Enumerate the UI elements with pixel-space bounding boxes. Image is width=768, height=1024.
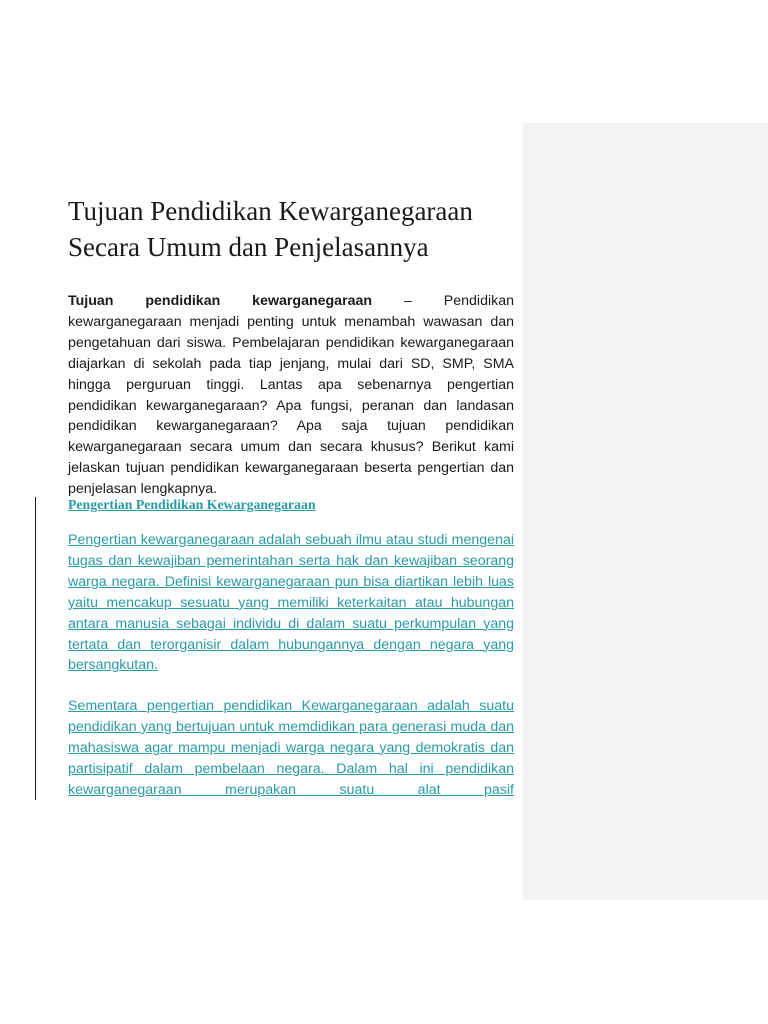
education-definition-paragraph-link[interactable]: Sementara pengertian pendidikan Kewarganegaraan adalah suatu pendidikan yang bertujuan untuk memdidikan para generasi muda dan mahasiswa agar mampu menjadi warga negara yang demokratis dan partisipatif dalam pembelaan negara. Dalam hal ini pendidikan kewarganegaraan merupakan suatu alat pasif: [68, 698, 514, 798]
document-title: Tujuan Pendidikan Kewarganegaraan Secara Umum dan Penjelasannya: [68, 196, 473, 262]
section-heading-link[interactable]: Pengertian Pendidikan Kewarganegaraan: [68, 497, 316, 512]
intro-body: – Pendidikan kewarganegaraan menjadi penting untuk menambah wawasan dan pengetahuan dari siswa. Pembelajaran pendidikan kewarganegaraan diajarkan di sekolah pada tiap jenjang, mulai dari SD, SMP, SMA hingga perguruan tinggi. Lantas apa sebenarnya pengertian pendidikan kewarganegaraan? Apa fungsi, peranan dan landasan pendidikan kewarganegaraan? Apa saja tujuan pendidikan kewarganegaraan secara umum dan secara khusus? Berikut kami jelaskan tujuan pendidikan kewarganegaraan beserta pengertian dan penjelasan lengkapnya.: [68, 293, 514, 498]
intro-paragraph: [68, 291, 514, 500]
comment-pane: [523, 123, 768, 900]
definition-paragraph-link[interactable]: Pengertian kewarganegaraan adalah sebuah ilmu atau studi mengenai tugas dan kewajiban pemerintahan serta hak dan kewajiban seorang warga negara. Definisi kewarganegaraan pun bisa diartikan lebih luas yaitu mencakup sesuatu yang memiliki keterkaitan atau hubungan antara manusia sebagai individu di dalam suatu perkumpulan yang tertata dan terorganisir dalam hubungannya dengan negara yang bersangkutan.: [68, 532, 514, 674]
intro-lead: Tujuan pendidikan kewarganegaraan: [68, 293, 373, 309]
revision-change-bar: [35, 497, 36, 800]
